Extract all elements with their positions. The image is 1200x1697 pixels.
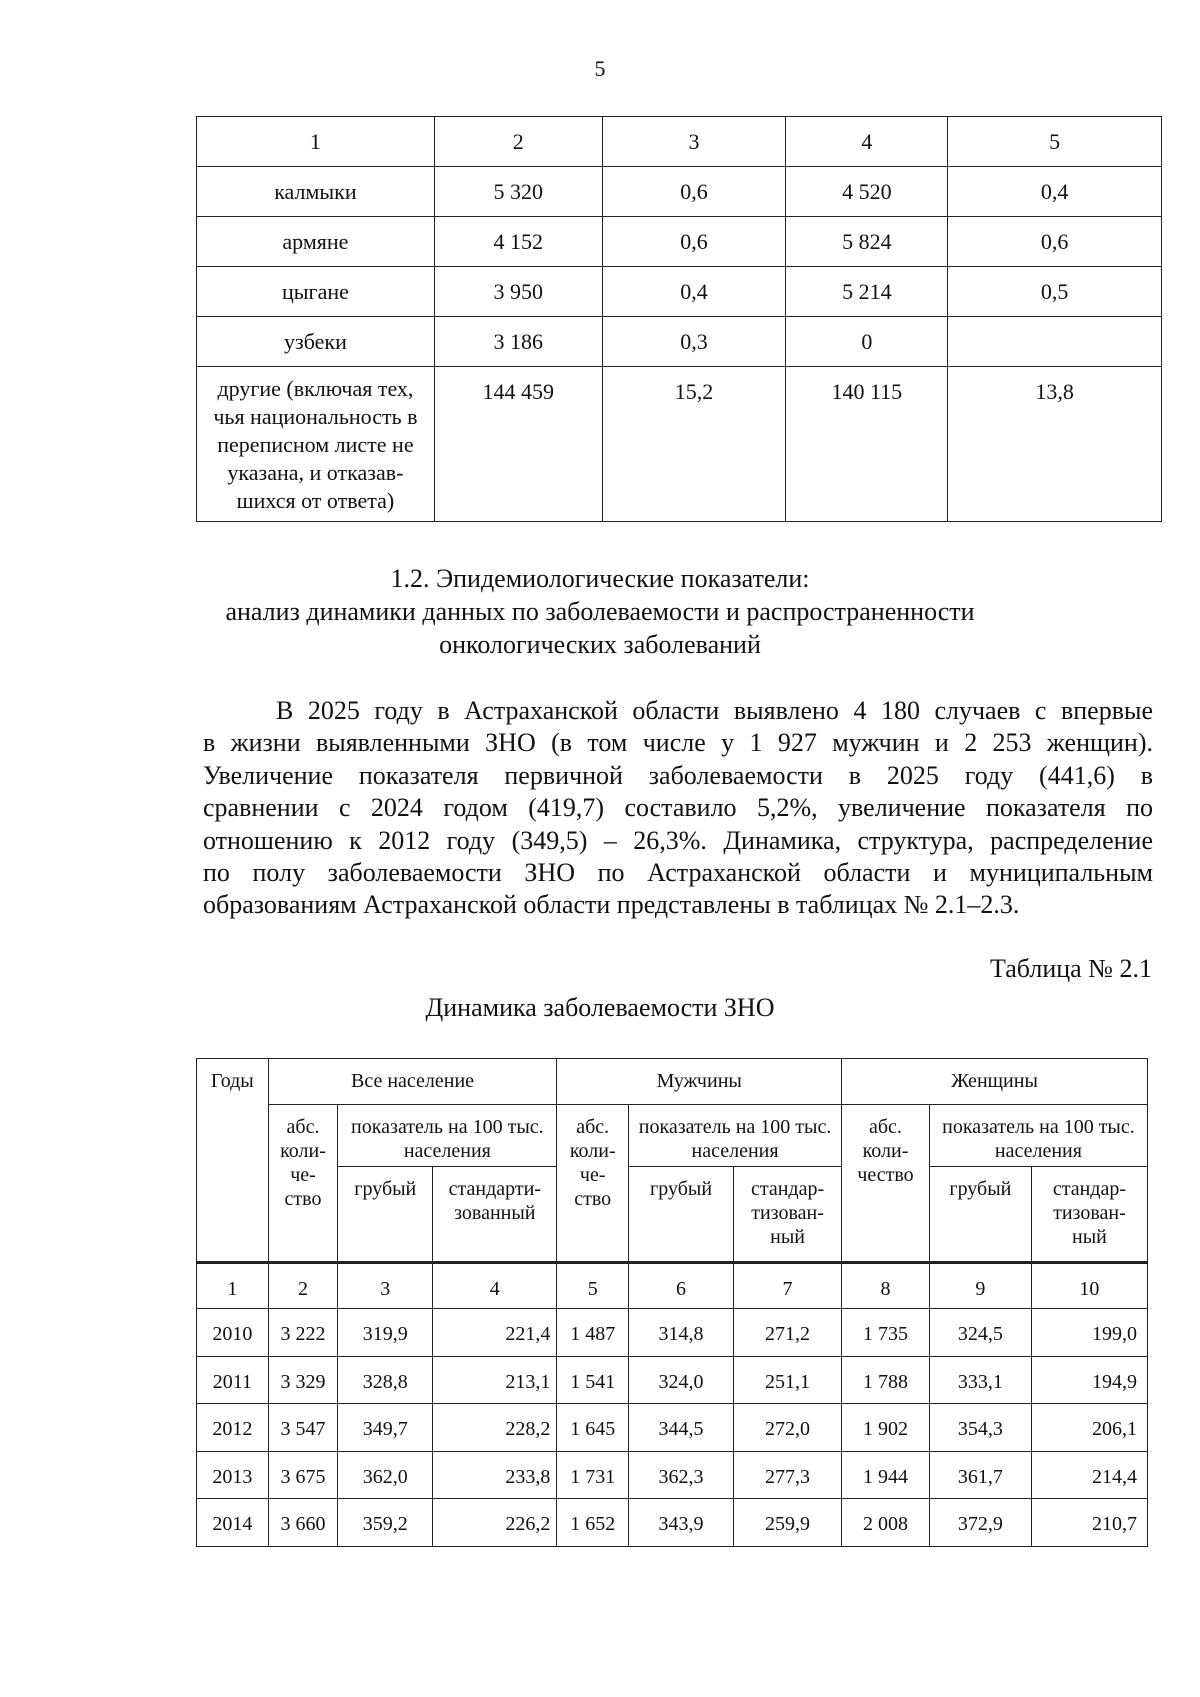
year-cell: 2013 <box>197 1451 269 1499</box>
table-cell: 2 008 <box>842 1499 930 1547</box>
table-header-row <box>197 117 1162 167</box>
table-cell: 1 944 <box>842 1451 930 1499</box>
paragraph-line: сравнении с 2024 годом (419,7) составило 5,2%, увеличение показателя по <box>203 793 1153 823</box>
table-cell: 3 950 <box>434 267 602 317</box>
table-cell: 362,3 <box>629 1451 734 1499</box>
table-cell: 333,1 <box>929 1356 1031 1404</box>
table-cell: 15,2 <box>602 367 786 522</box>
table-cell: 194,9 <box>1031 1356 1147 1404</box>
column-number: 1 <box>197 117 435 167</box>
name-line: шихся от ответа) <box>236 488 395 513</box>
crude-rate-header: грубый <box>338 1167 433 1263</box>
column-number: 3 <box>602 117 786 167</box>
table-cell: 3 222 <box>268 1309 338 1357</box>
table-cell: 372,9 <box>929 1499 1031 1547</box>
table-cell: 0,6 <box>602 217 786 267</box>
table-cell: 361,7 <box>929 1451 1031 1499</box>
year-cell: 2010 <box>197 1309 269 1357</box>
table-cell <box>948 317 1162 367</box>
table-cell: 272,0 <box>734 1404 842 1452</box>
table-cell: 144 459 <box>434 367 602 522</box>
table-row <box>197 1356 1148 1404</box>
rate-header: показатель на 100 тыс. населения <box>629 1105 842 1167</box>
group-header-men: Мужчины <box>557 1059 842 1105</box>
incidence-table <box>196 1058 1148 1547</box>
table-cell: 0,3 <box>602 317 786 367</box>
nationality-name <box>197 367 435 522</box>
table-cell: 4 520 <box>786 167 948 217</box>
table-row <box>197 267 1162 317</box>
table-cell: 324,0 <box>629 1356 734 1404</box>
section-title <box>0 562 1200 661</box>
table-cell: 3 675 <box>268 1451 338 1499</box>
abs-count-header: абс. коли- че- ство <box>557 1105 629 1263</box>
column-number: 10 <box>1031 1263 1147 1309</box>
name-line: другие (включая тех, <box>217 376 414 401</box>
table-cell: 251,1 <box>734 1356 842 1404</box>
rate-header: показатель на 100 тыс. населения <box>929 1105 1147 1167</box>
table-cell: 354,3 <box>929 1404 1031 1452</box>
table-cell: 328,8 <box>338 1356 433 1404</box>
nationality-table <box>196 116 1162 522</box>
header-row-groups <box>197 1059 1148 1105</box>
table-cell: 1 541 <box>557 1356 629 1404</box>
body-paragraph <box>203 695 1153 922</box>
table-cell: 259,9 <box>734 1499 842 1547</box>
table-cell: 213,1 <box>433 1356 557 1404</box>
table-cell: 343,9 <box>629 1499 734 1547</box>
table-cell: 1 902 <box>842 1404 930 1452</box>
table-row <box>197 1404 1148 1452</box>
table-cell: 206,1 <box>1031 1404 1147 1452</box>
column-number: 4 <box>786 117 948 167</box>
table-cell: 210,7 <box>1031 1499 1147 1547</box>
table-cell: 271,2 <box>734 1309 842 1357</box>
table-cell: 3 660 <box>268 1499 338 1547</box>
header-row-subcolumns <box>197 1167 1148 1263</box>
table-row <box>197 1451 1148 1499</box>
crude-rate-header: грубый <box>629 1167 734 1263</box>
nationality-name: армяне <box>197 217 435 267</box>
table-cell: 228,2 <box>433 1404 557 1452</box>
table-cell: 277,3 <box>734 1451 842 1499</box>
abs-count-header: абс. коли- че- ство <box>268 1105 338 1263</box>
year-cell: 2014 <box>197 1499 269 1547</box>
column-number: 8 <box>842 1263 930 1309</box>
table-cell: 1 735 <box>842 1309 930 1357</box>
nationality-name: узбеки <box>197 317 435 367</box>
crude-rate-header: грубый <box>929 1167 1031 1263</box>
nationality-name: цыгане <box>197 267 435 317</box>
table-cell: 359,2 <box>338 1499 433 1547</box>
table-cell: 1 788 <box>842 1356 930 1404</box>
table-cell: 319,9 <box>338 1309 433 1357</box>
page-number: 5 <box>594 56 606 81</box>
table-cell: 362,0 <box>338 1451 433 1499</box>
name-line: переписном листе не <box>217 432 414 457</box>
standardized-rate-header: стандарти- зованный <box>433 1167 557 1263</box>
table-row <box>197 1309 1148 1357</box>
paragraph-line: образованиям Астраханской области представлены в таблицах № 2.1–2.3. <box>203 890 1020 920</box>
table-cell: 13,8 <box>948 367 1162 522</box>
table-cell: 349,7 <box>338 1404 433 1452</box>
column-number: 9 <box>929 1263 1031 1309</box>
table-cell: 3 547 <box>268 1404 338 1452</box>
paragraph-line: по полу заболеваемости ЗНО по Астраханской области и муниципальным <box>203 857 1153 887</box>
years-header: Годы <box>197 1059 269 1263</box>
column-number: 6 <box>629 1263 734 1309</box>
standardized-rate-header: стандар- тизован- ный <box>734 1167 842 1263</box>
column-number: 5 <box>557 1263 629 1309</box>
table-cell: 0,4 <box>948 167 1162 217</box>
year-cell: 2011 <box>197 1356 269 1404</box>
column-numbers-row <box>197 1263 1148 1309</box>
table-cell: 0,4 <box>602 267 786 317</box>
column-number: 2 <box>268 1263 338 1309</box>
name-line: указана, и отказав- <box>227 460 404 485</box>
table-cell: 1 731 <box>557 1451 629 1499</box>
table-caption: Таблица № 2.1 <box>989 954 1152 983</box>
table-cell: 0,6 <box>602 167 786 217</box>
table-cell: 5 214 <box>786 267 948 317</box>
paragraph-line: В 2025 году в Астраханской области выявлено 4 180 случаев с впервые <box>276 696 1153 725</box>
table-cell: 226,2 <box>433 1499 557 1547</box>
standardized-rate-header: стандар- тизован- ный <box>1031 1167 1147 1263</box>
paragraph-line: Увеличение показателя первичной заболеваемости в 2025 году (441,6) в <box>203 760 1153 790</box>
table-title: Динамика заболеваемости ЗНО <box>425 993 775 1022</box>
table-cell: 314,8 <box>629 1309 734 1357</box>
table-cell: 221,4 <box>433 1309 557 1357</box>
column-number: 1 <box>197 1263 269 1309</box>
table-row <box>197 317 1162 367</box>
section-title-line: онкологических заболеваний <box>439 630 761 659</box>
table-row <box>197 1499 1148 1547</box>
rate-header: показатель на 100 тыс. населения <box>338 1105 557 1167</box>
group-header-all: Все население <box>268 1059 557 1105</box>
group-header-women: Женщины <box>842 1059 1148 1105</box>
table-cell: 3 329 <box>268 1356 338 1404</box>
table-row <box>197 217 1162 267</box>
table-row <box>197 167 1162 217</box>
name-line: чья национальность в <box>213 404 418 429</box>
table-row-other <box>197 367 1162 522</box>
table-cell: 0,6 <box>948 217 1162 267</box>
table-cell: 214,4 <box>1031 1451 1147 1499</box>
table-cell: 3 186 <box>434 317 602 367</box>
table-cell: 1 645 <box>557 1404 629 1452</box>
table-cell: 140 115 <box>786 367 948 522</box>
header-row-rates <box>197 1105 1148 1167</box>
section-title-line: 1.2. Эпидемиологические показатели: <box>390 564 810 593</box>
table-cell: 324,5 <box>929 1309 1031 1357</box>
table-cell: 0 <box>786 317 948 367</box>
column-number: 7 <box>734 1263 842 1309</box>
column-number: 4 <box>433 1263 557 1309</box>
paragraph-line: отношению к 2012 году (349,5) – 26,3%. Динамика, структура, распределение <box>203 825 1153 855</box>
table-cell: 199,0 <box>1031 1309 1147 1357</box>
table-cell: 0,5 <box>948 267 1162 317</box>
table-cell: 4 152 <box>434 217 602 267</box>
table-cell: 5 824 <box>786 217 948 267</box>
table-cell: 1 652 <box>557 1499 629 1547</box>
column-number: 2 <box>434 117 602 167</box>
table-cell: 233,8 <box>433 1451 557 1499</box>
abs-count-header: абс. коли- чество <box>842 1105 930 1263</box>
year-cell: 2012 <box>197 1404 269 1452</box>
column-number: 5 <box>948 117 1162 167</box>
section-title-line: анализ динамики данных по заболеваемости и распространенности <box>225 597 975 626</box>
table-cell: 5 320 <box>434 167 602 217</box>
paragraph-line: в жизни выявленными ЗНО (в том числе у 1 927 мужчин и 2 253 женщин). <box>203 728 1153 758</box>
column-number: 3 <box>338 1263 433 1309</box>
table-cell: 1 487 <box>557 1309 629 1357</box>
table-cell: 344,5 <box>629 1404 734 1452</box>
nationality-name: калмыки <box>197 167 435 217</box>
